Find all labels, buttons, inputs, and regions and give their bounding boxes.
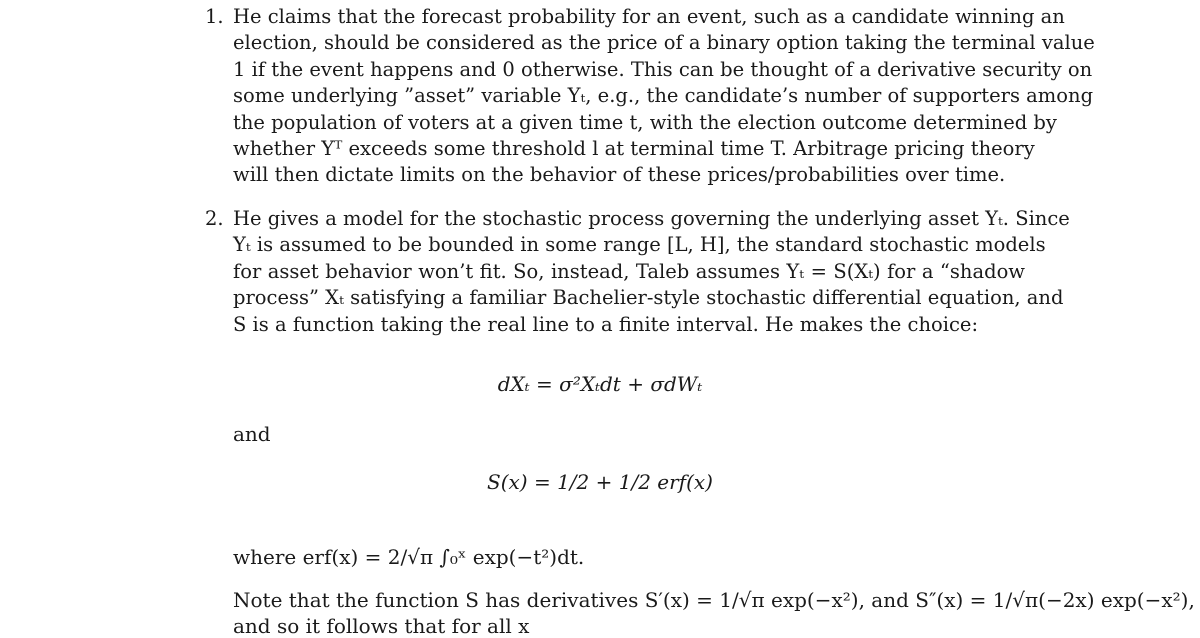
item-body xyxy=(233,4,1095,189)
text-line: 1 if the event happens and 0 otherwise. This can be thought of a derivative security on xyxy=(233,57,1093,81)
text-line: some underlying ”asset” variable Yₜ, e.g., the candidate’s number of supporters among xyxy=(233,84,1094,108)
item-number: 2. xyxy=(205,207,224,230)
erf-equation: S(x) = 1/2 + 1/2 erf(x) xyxy=(487,470,713,494)
derivatives-note: Note that the function S has derivatives S′(x) = 1/√π exp(−x²), and S″(x) = 1/√π(−2x) exp(−x²), xyxy=(233,588,1195,612)
and-label: and xyxy=(233,422,271,446)
item-number: 1. xyxy=(205,5,224,28)
text-line: S is a function taking the real line to a finite interval. He makes the choice: xyxy=(233,312,979,336)
item-body xyxy=(233,206,1070,338)
text-line: for asset behavior won’t fit. So, instead, Taleb assumes Yₜ = S(Xₜ) for a “shadow xyxy=(233,259,1025,283)
text-line: will then dictate limits on the behavior of these prices/probabilities over time. xyxy=(233,163,1006,187)
erf-definition: where erf(x) = 2/√π ∫₀ˣ exp(−t²)dt. xyxy=(233,545,585,569)
text-line: whether Yᵀ exceeds some threshold l at terminal time T. Arbitrage pricing theory xyxy=(233,137,1035,161)
text-line: He claims that the forecast probability for an event, such as a candidate winning an xyxy=(233,5,1065,28)
text-line: process” Xₜ satisfying a familiar Bachelier-style stochastic differential equation, and xyxy=(233,286,1064,310)
sde-equation: dXₜ = σ²Xₜdt + σdWₜ xyxy=(497,372,703,396)
text-line: election, should be considered as the price of a binary option taking the terminal value xyxy=(233,31,1095,55)
text-line: the population of voters at a given time t, with the election outcome determined by xyxy=(233,110,1057,134)
truncated-line: and so it follows that for all x xyxy=(233,614,530,638)
text-line: Yₜ is assumed to be bounded in some range [L, H], the standard stochastic models xyxy=(233,233,1046,257)
list-item-2 xyxy=(205,206,1070,338)
list-item-1 xyxy=(205,4,1095,189)
text-line: He gives a model for the stochastic process governing the underlying asset Yₜ. Since xyxy=(233,207,1070,230)
